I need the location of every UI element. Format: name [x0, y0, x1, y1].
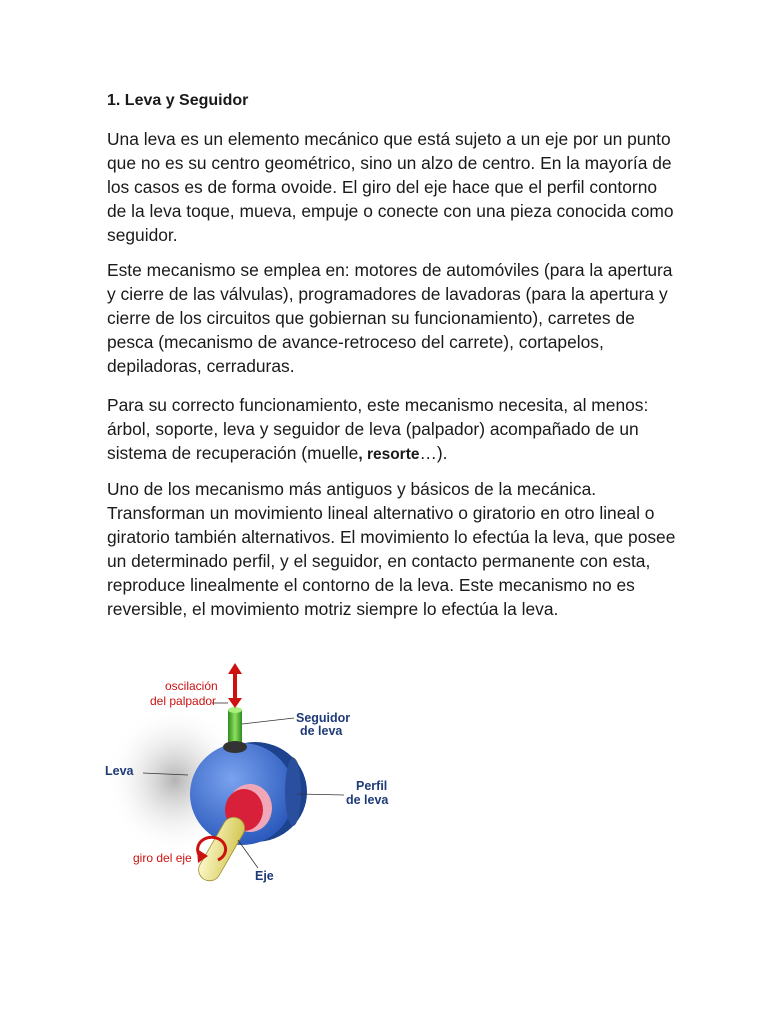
requirements-text: Para su correcto funcionamiento, este mecanismo necesita, al menos: árbol, soporte, leva y seguidor de leva (palpador) acompañado de un sistema de recuperación (muelle — [107, 395, 649, 464]
profile-label-2: de leva — [346, 793, 389, 807]
follower-stem — [228, 710, 242, 745]
follower-label-1: Seguidor — [296, 711, 351, 725]
cam-profile-rim — [285, 758, 301, 826]
shaft-rotation-label: giro del eje — [133, 851, 192, 865]
paragraph-requirements — [107, 393, 677, 467]
profile-label-1: Perfil — [356, 779, 388, 793]
leader-follower — [242, 718, 294, 724]
cam-follower-diagram — [100, 660, 420, 900]
oscillation-label-2: del palpador — [150, 694, 217, 708]
paragraph-definition: Una leva es un elemento mecánico que está sujeto a un eje por un punto que no es su centro geométrico, sino un alzo de centro. En la mayoría de los casos es de forma ovoide. El giro del eje hace que el perfil contorno de la leva toque, mueva, empuje o conecte con una pieza conocida como seguidor. — [107, 129, 674, 246]
requirements-text-end: …). — [419, 443, 448, 464]
cam-label: Leva — [105, 764, 134, 778]
paragraph-description: Uno de los mecanismo más antiguos y básicos de la mecánica. Transforman un movimiento lineal alternativo o giratorio en otro lineal o giratorio también alternativos. El movimiento lo efectúa la leva, que posee un determinado perfil, y el seguidor, en contacto permanente con esta, reproduce linealmente el contorno de la leva. Este mecanismo no es reversible, el movimiento motriz siempre lo efectúa la leva. — [107, 479, 676, 620]
oscillation-label-1: oscilación — [165, 679, 218, 693]
requirements-bold-text: , resorte — [358, 446, 420, 464]
shaft-label: Eje — [255, 869, 274, 883]
paragraph-applications: Este mecanismo se emplea en: motores de automóviles (para la apertura y cierre de las válvulas), programadores de lavadoras (para la apertura y cierre de los circuitos que gobiernan su funcionamiento), carretes de pesca (mecanismo de avance-retroceso del carrete), cortapelos, depiladoras, cerraduras. — [107, 260, 673, 377]
follower-foot — [223, 741, 247, 753]
follower-label-2: de leva — [300, 724, 343, 738]
section-heading: 1. Leva y Seguidor — [107, 92, 249, 109]
